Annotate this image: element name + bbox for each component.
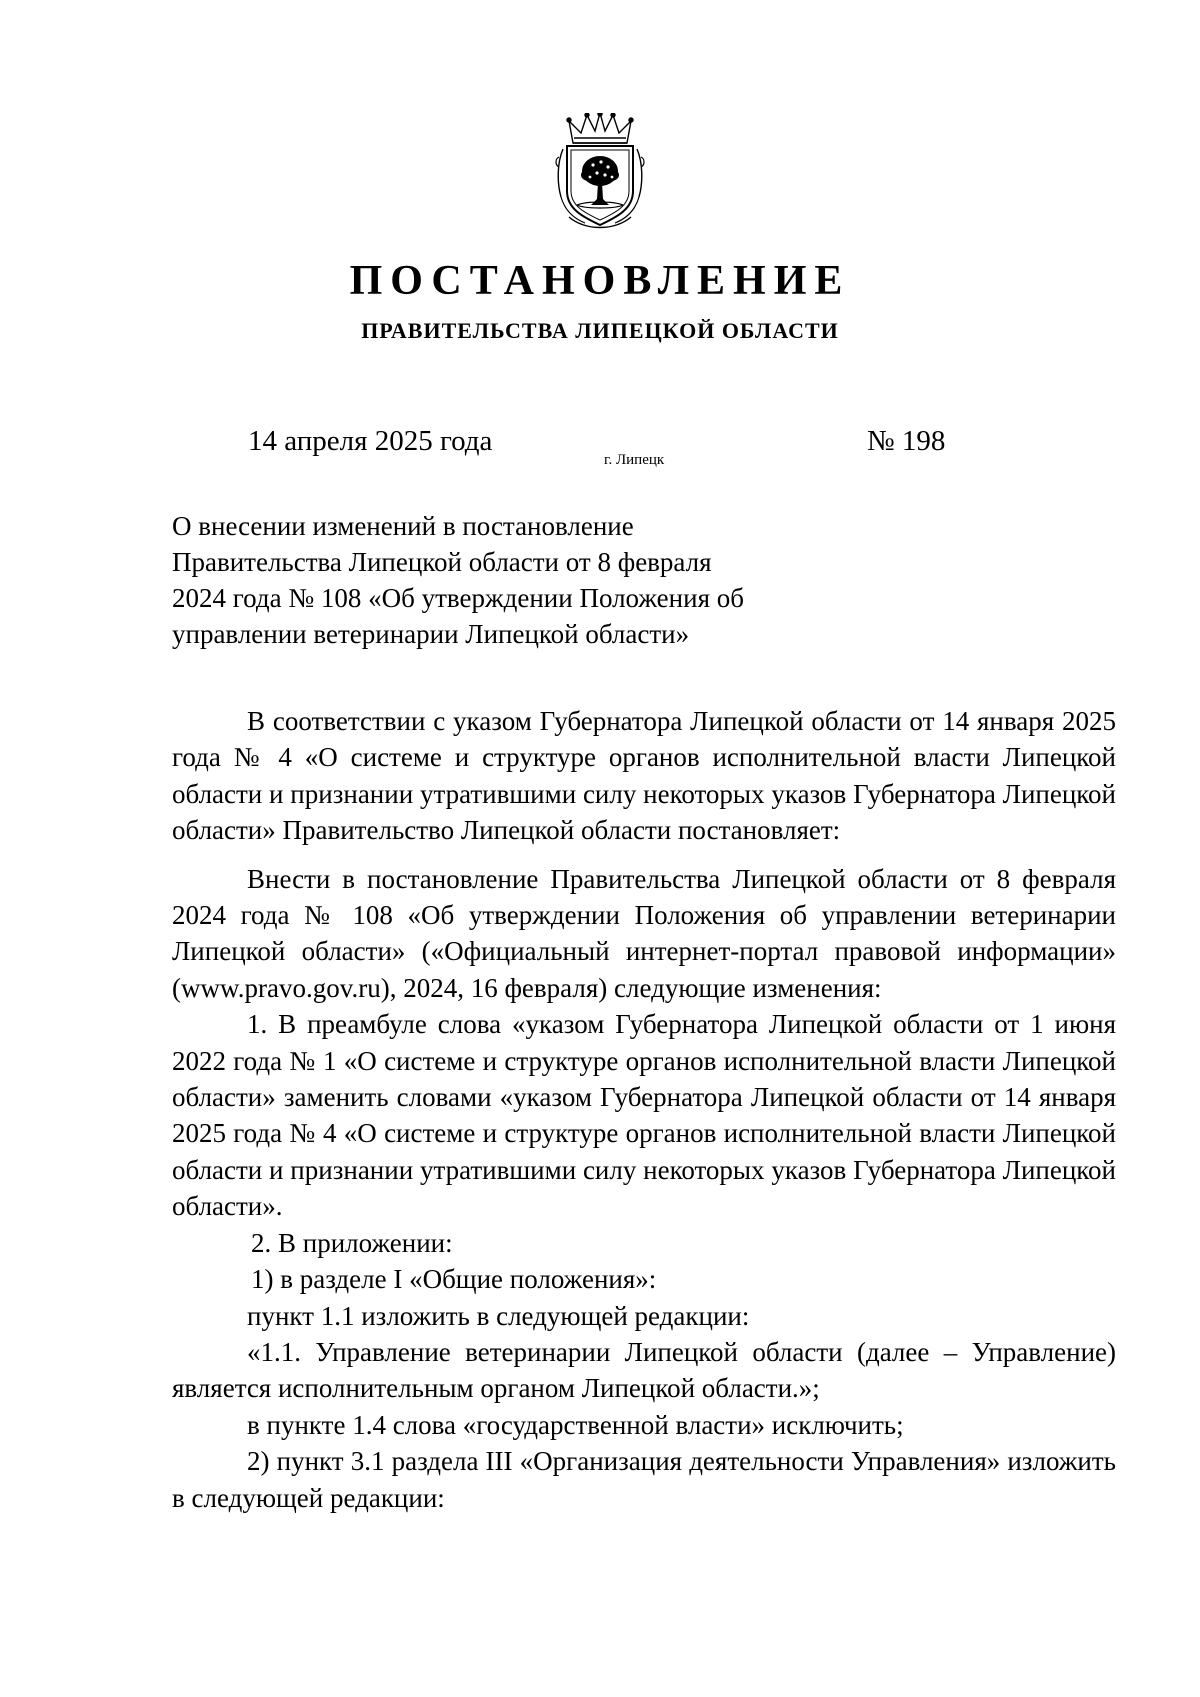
document-subject (172, 508, 812, 652)
document-number: № 198 (867, 425, 946, 457)
document-date: 14 апреля 2025 года (248, 425, 493, 457)
subject-line: управлении ветеринарии Липецкой области» (172, 619, 690, 649)
body-paragraph: 2. В приложении: (251, 1227, 453, 1258)
subject-line: Правительства Липецкой области от 8 февраля (172, 547, 712, 577)
body-paragraph: 1) в разделе I «Общие положения»: (251, 1264, 657, 1295)
subject-line: 2024 года № 108 «Об утверждении Положения об (172, 583, 744, 613)
lipetsk-oblast-coat-of-arms-icon (555, 113, 645, 231)
body-paragraph: 2) пункт 3.1 раздела III «Организация деятельности Управления» изложить в следующей редакции: (172, 1446, 1116, 1513)
document-title: ПОСТАНОВЛЕНИЕ (349, 258, 851, 304)
body-paragraph: 1. В преамбуле слова «указом Губернатора Липецкой области от 1 июня 2022 года № 1 «О системе и структуре органов исполнительной власти Липецкой области» заменить словами «указом Губернатора Липецкой области от 14 января 2025 года № 4 «О системе и структуре органов исполнительной власти Липецкой области и признании утратившими силу некоторых указов Губернатора Липецкой области». (172, 1009, 1116, 1222)
subject-line: О внесении изменений в постановление (172, 511, 634, 541)
document-body (172, 703, 1116, 1516)
body-paragraph: В соответствии с указом Губернатора Липецкой области от 14 января 2025 года № 4 «О системе и структуре органов исполнительной власти Липецкой области и признании утратившими силу некоторых указов Губернатора Липецкой области» Правительство Липецкой области постановляет: (172, 706, 1116, 846)
document-subtitle: ПРАВИТЕЛЬСТВА ЛИПЕЦКОЙ ОБЛАСТИ (361, 318, 839, 343)
body-paragraph: пункт 1.1 изложить в следующей редакции: (247, 1300, 750, 1331)
body-paragraph: «1.1. Управление ветеринарии Липецкой области (далее – Управление) является исполнительным органом Липецкой области.»; (172, 1336, 1116, 1404)
document-city: г. Липецк (604, 452, 665, 468)
body-paragraph: в пункте 1.4 слова «государственной власти» исключить; (247, 1409, 904, 1440)
body-paragraph: Внести в постановление Правительства Липецкой области от 8 февраля 2024 года № 108 «Об утверждении Положения об управлении ветеринарии Липецкой области» («Официальный интернет-портал правовой информации» (www.pravo.gov.ru), 2024, 16 февраля) следующие изменения: (172, 863, 1116, 1003)
coat-of-arms-emblem (555, 113, 645, 231)
